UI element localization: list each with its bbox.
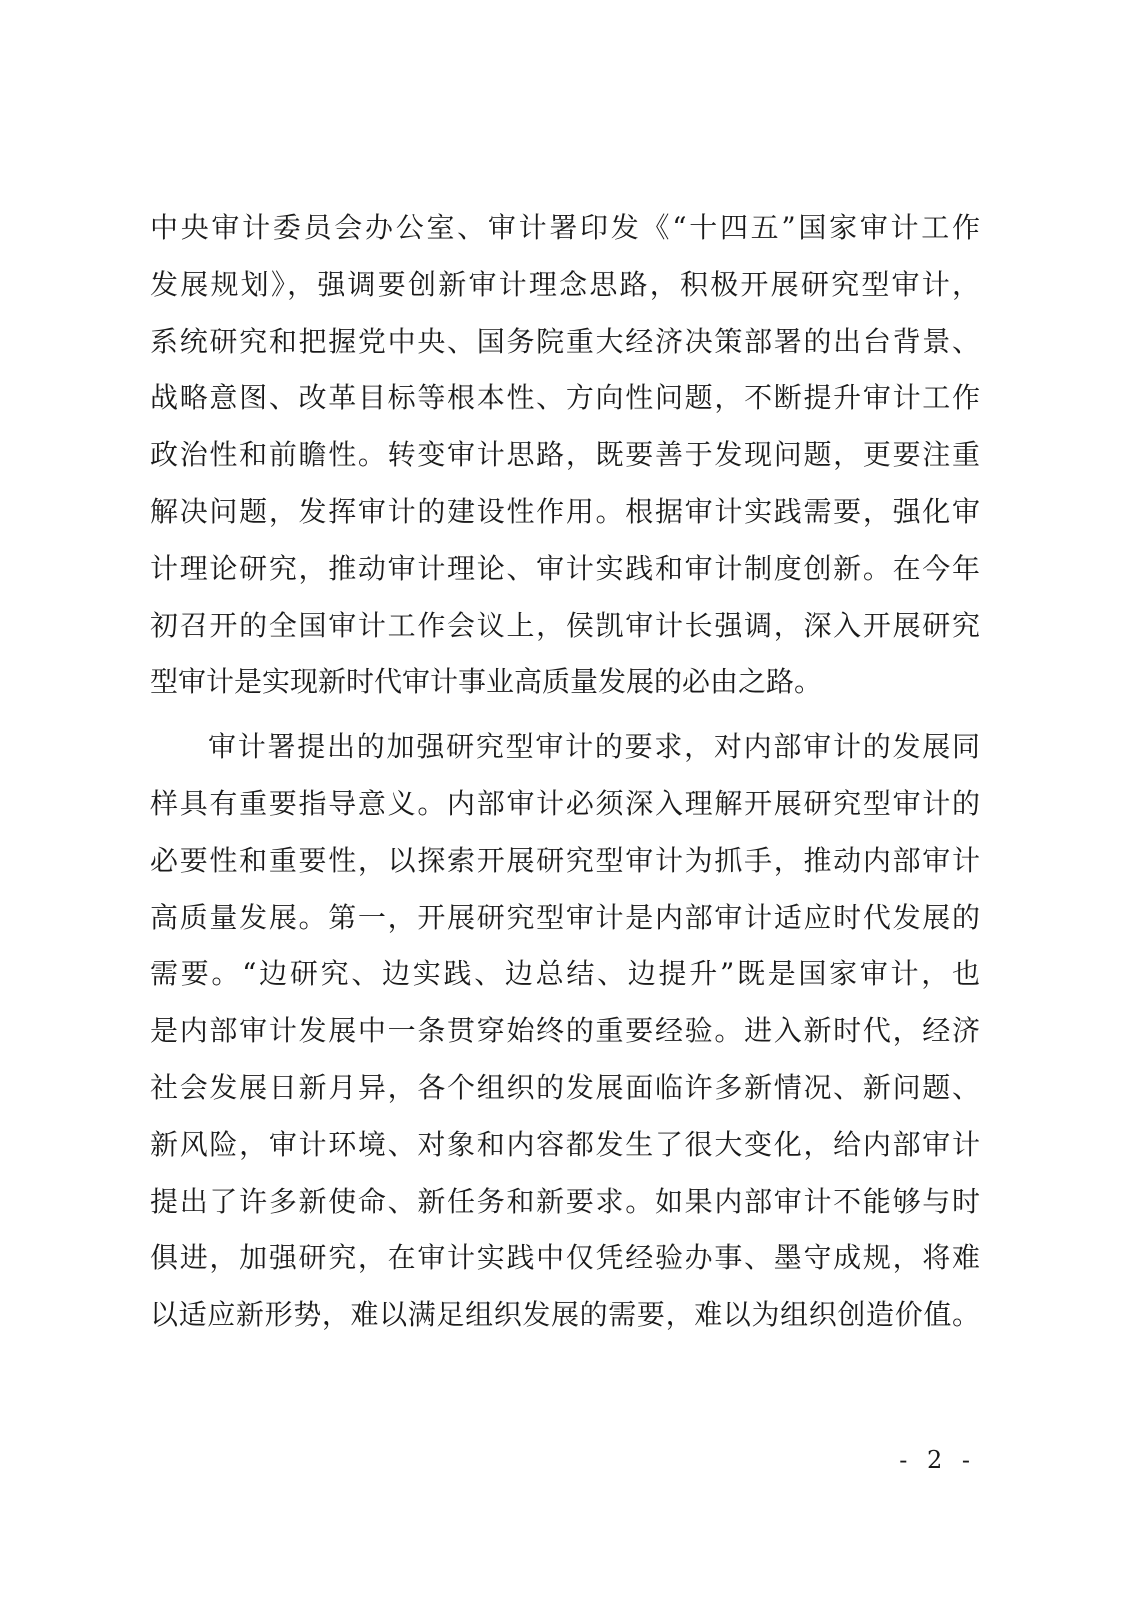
page-number: - 2 - — [899, 1446, 976, 1474]
paragraph-gap — [150, 711, 980, 719]
text-line: 系统研究和把握党中央、国务院重大经济决策部署的出台背景、 — [150, 324, 980, 358]
text-line: 样具有重要指导意义。内部审计必须深入理解开展研究型审计的 — [150, 786, 980, 820]
text-line: 社会发展日新月异，各个组织的发展面临许多新情况、新问题、 — [150, 1070, 980, 1104]
text-line: 审计署提出的加强研究型审计的要求，对内部审计的发展同 — [208, 730, 980, 764]
text-line: 新风险，审计环境、对象和内容都发生了很大变化，给内部审计 — [150, 1127, 980, 1161]
text-line: 战略意图、改革目标等根本性、方向性问题，不断提升审计工作 — [150, 381, 980, 415]
paragraph-1 — [150, 200, 980, 711]
body-text — [150, 200, 980, 1344]
paragraph-2 — [150, 719, 980, 1344]
text-line: 高质量发展。第一，开展研究型审计是内部审计适应时代发展的 — [150, 900, 980, 934]
text-line: 中央审计委员会办公室、审计署印发《“十四五”国家审计工作 — [150, 211, 980, 244]
text-line: 计理论研究，推动审计理论、审计实践和审计制度创新。在今年 — [150, 551, 980, 585]
text-line: 是内部审计发展中一条贯穿始终的重要经验。进入新时代，经济 — [150, 1014, 980, 1048]
text-line: 型审计是实现新时代审计事业高质量发展的必由之路。 — [150, 665, 823, 699]
text-line: 初召开的全国审计工作会议上，侯凯审计长强调，深入开展研究 — [150, 608, 980, 642]
text-line: 解决问题，发挥审计的建设性作用。根据审计实践需要，强化审 — [150, 494, 980, 528]
text-line: 发展规划》，强调要创新审计理念思路，积极开展研究型审计， — [150, 267, 980, 301]
text-line: 需要。“边研究、边实践、边总结、边提升”既是国家审计，也 — [150, 957, 980, 991]
text-line: 提出了许多新使命、新任务和新要求。如果内部审计不能够与时 — [150, 1184, 980, 1218]
text-line: 俱进，加强研究，在审计实践中仅凭经验办事、墨守成规，将难 — [150, 1241, 980, 1275]
text-line: 必要性和重要性，以探索开展研究型审计为抓手，推动内部审计 — [150, 843, 980, 877]
text-line: 以适应新形势，难以满足组织发展的需要，难以为组织创造价值。 — [150, 1298, 980, 1332]
text-line: 政治性和前瞻性。转变审计思路，既要善于发现问题，更要注重 — [150, 438, 980, 472]
